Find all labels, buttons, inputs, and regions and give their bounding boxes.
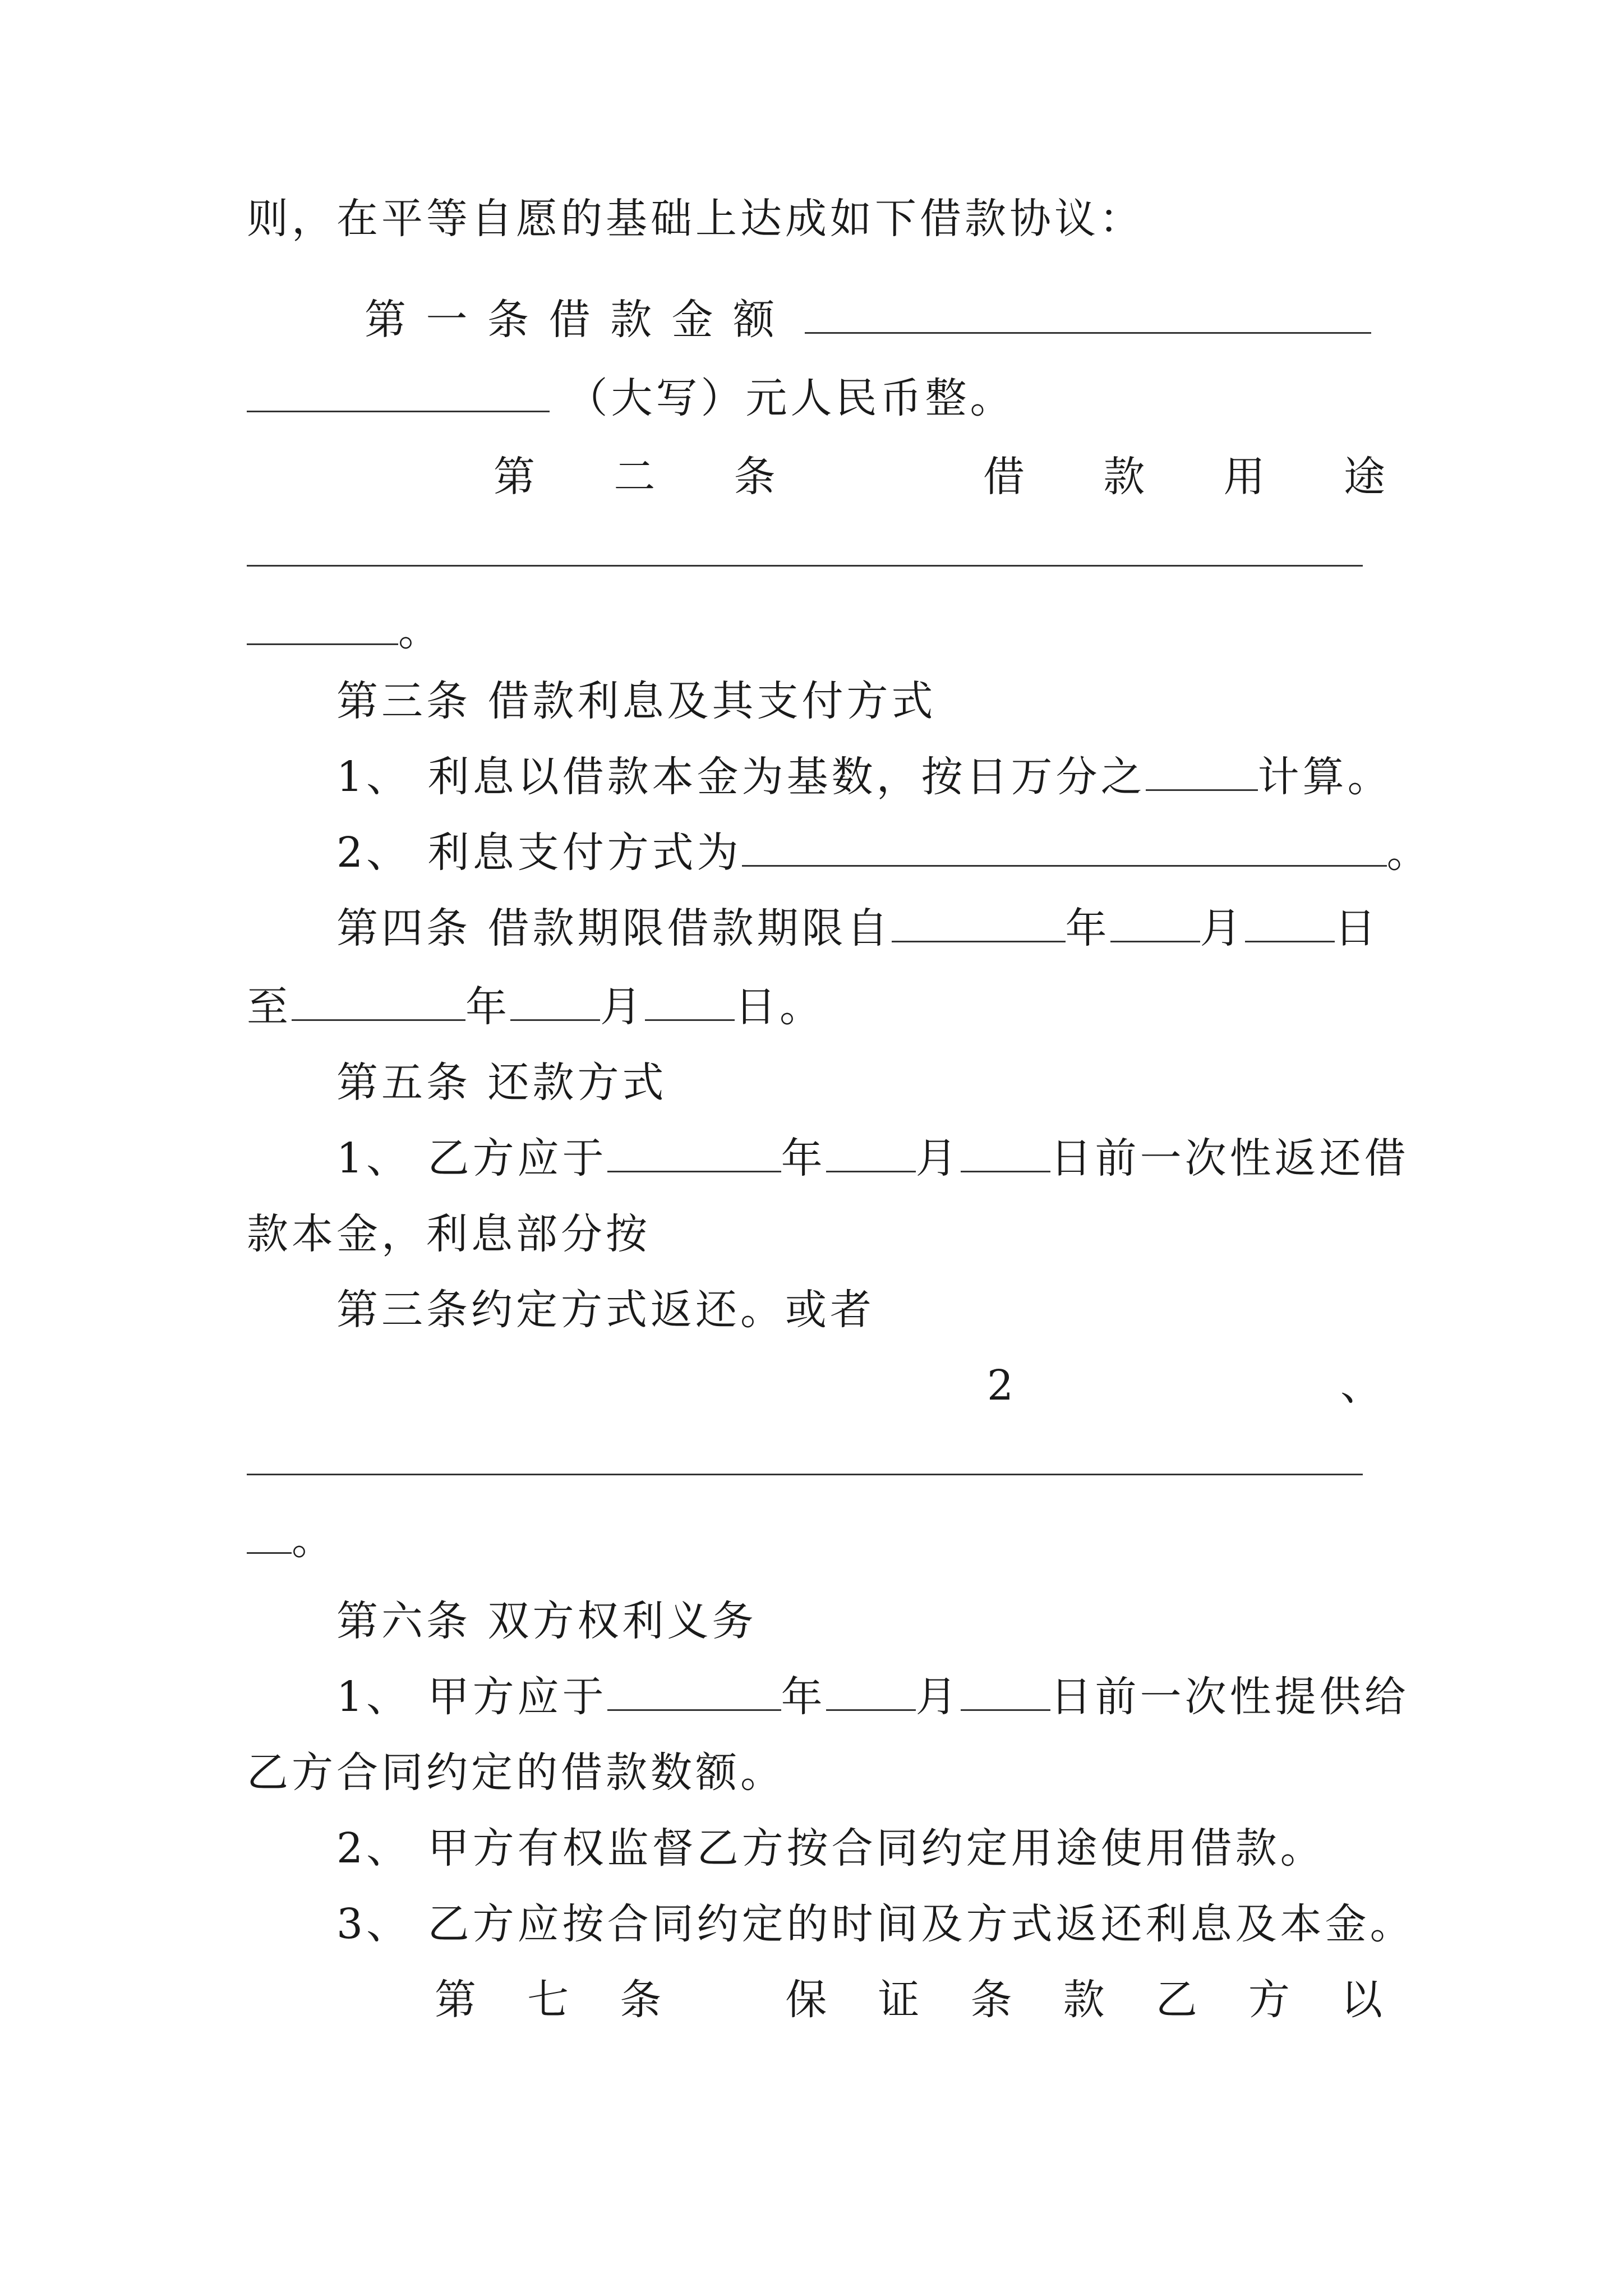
month-label: 月: [600, 983, 645, 1031]
year-label: 年: [1065, 904, 1110, 953]
amount-in-words-label: （大写）元人民币整。: [566, 374, 1015, 422]
article-7-char: 保: [785, 1976, 827, 2024]
article-2-char: 途: [1343, 453, 1385, 501]
paragraph-line: 款本金，利息部分按: [247, 1210, 651, 1258]
payment-method-blank[interactable]: [742, 826, 1387, 867]
end-month-blank[interactable]: [510, 980, 600, 1021]
article-6-item-2: 2、 甲方有权监督乙方按合同约定用途使用借款。: [336, 1824, 1325, 1872]
day-label: 日: [1334, 904, 1380, 953]
article-7-char: 以: [1340, 1976, 1382, 2024]
article-2-char: 款: [1103, 453, 1145, 501]
article-7-char: 证: [878, 1976, 920, 2024]
article-2-char: 条: [734, 453, 776, 501]
alternative-repay-blank[interactable]: [247, 1434, 1363, 1475]
article-7-char: 第: [435, 1976, 476, 2024]
purpose-blank-line: [247, 524, 1363, 581]
repay-month-blank[interactable]: [826, 1131, 916, 1172]
provide-year-blank[interactable]: [607, 1670, 781, 1711]
interest-rate-suffix: 计算。: [1257, 753, 1393, 801]
article-6-item-3: 3、 乙方应按合同约定的时间及方式返还利息及本金。: [336, 1900, 1415, 1948]
interest-rate-blank[interactable]: [1146, 750, 1258, 791]
article-6-item-1: [336, 1669, 1409, 1725]
to-label: 至: [247, 983, 292, 1031]
article-7-char: 乙: [1155, 1976, 1197, 2024]
month-label: 月: [915, 1673, 961, 1721]
paragraph-line: 第三条约定方式返还。或者: [336, 1286, 875, 1334]
article-3-title: 第三条 借款利息及其支付方式: [336, 677, 937, 725]
article-2-char: 第: [494, 453, 535, 501]
alternative-repay-blank-cont[interactable]: [247, 1513, 292, 1554]
article-5-blank-end-line: [247, 1512, 336, 1568]
article-4-line-2: [247, 979, 824, 1035]
article-7-char: 条: [620, 1976, 662, 2024]
repay-year-blank[interactable]: [607, 1131, 781, 1172]
start-month-blank[interactable]: [1110, 901, 1200, 942]
article-7-char: 款: [1063, 1976, 1105, 2024]
provide-label: 1、 甲方应于: [336, 1673, 607, 1721]
provide-day-blank[interactable]: [961, 1670, 1050, 1711]
period: 。: [292, 1516, 336, 1564]
article-1-continuation: [247, 370, 1015, 426]
article-1-label: 第 一 条 借 款 金 额: [365, 296, 778, 344]
amount-blank[interactable]: [805, 293, 1371, 334]
purpose-blank-end-line: [247, 603, 443, 659]
end-day-blank[interactable]: [645, 980, 735, 1021]
article-7-char: 方: [1248, 1976, 1290, 2024]
year-label: 年: [781, 1134, 826, 1182]
article-6-title: 第六条 双方权利义务: [336, 1597, 757, 1645]
month-label: 月: [1200, 904, 1245, 953]
period: 。: [398, 607, 443, 655]
period: 。: [1386, 829, 1432, 877]
purpose-blank[interactable]: [247, 526, 1363, 567]
article-5-item-1: [336, 1130, 1409, 1186]
paragraph-line: 乙方合同约定的借款数额。: [247, 1749, 785, 1797]
start-year-blank[interactable]: [892, 901, 1066, 942]
article-2-char: 借: [983, 453, 1025, 501]
provide-suffix: 日前一次性提供给: [1050, 1673, 1409, 1721]
paragraph-line: 则，在平等自愿的基础上达成如下借款协议：: [247, 195, 1144, 243]
start-day-blank[interactable]: [1245, 901, 1335, 942]
repay-label: 1、 乙方应于: [336, 1134, 607, 1182]
month-label: 月: [915, 1134, 961, 1182]
repay-day-blank[interactable]: [961, 1131, 1050, 1172]
day-label: 日。: [735, 983, 824, 1031]
article-3-item-2: [336, 825, 1432, 881]
article-5-item-2-number: 2: [987, 1361, 1017, 1410]
year-label: 年: [781, 1673, 826, 1721]
article-7-heading: [435, 1972, 1382, 2028]
article-2-heading: [494, 449, 1385, 505]
article-3-item-1: [336, 749, 1393, 805]
article-5-item-2-separator: 、: [1340, 1361, 1385, 1410]
article-4-line-1: [336, 900, 1380, 956]
article-7-char: 七: [527, 1976, 569, 2024]
payment-method-label: 2、 利息支付方式为: [336, 829, 742, 877]
article-2-char: 用: [1223, 453, 1265, 501]
article-1-heading: [365, 292, 1371, 348]
provide-month-blank[interactable]: [826, 1670, 916, 1711]
article-5-blank-line: [247, 1433, 1363, 1489]
article-2-char: 二: [614, 453, 656, 501]
repay-suffix: 日前一次性返还借: [1050, 1134, 1409, 1182]
end-year-blank[interactable]: [292, 980, 465, 1021]
year-label: 年: [465, 983, 510, 1031]
article-5-title: 第五条 还款方式: [336, 1059, 667, 1107]
article-7-char: 条: [970, 1976, 1012, 2024]
interest-rate-label: 1、 利息以借款本金为基数，按日万分之: [336, 753, 1146, 801]
loan-term-label: 第四条 借款期限借款期限自: [336, 904, 892, 953]
amount-blank-cont[interactable]: [247, 371, 550, 412]
purpose-blank-cont[interactable]: [247, 604, 398, 645]
